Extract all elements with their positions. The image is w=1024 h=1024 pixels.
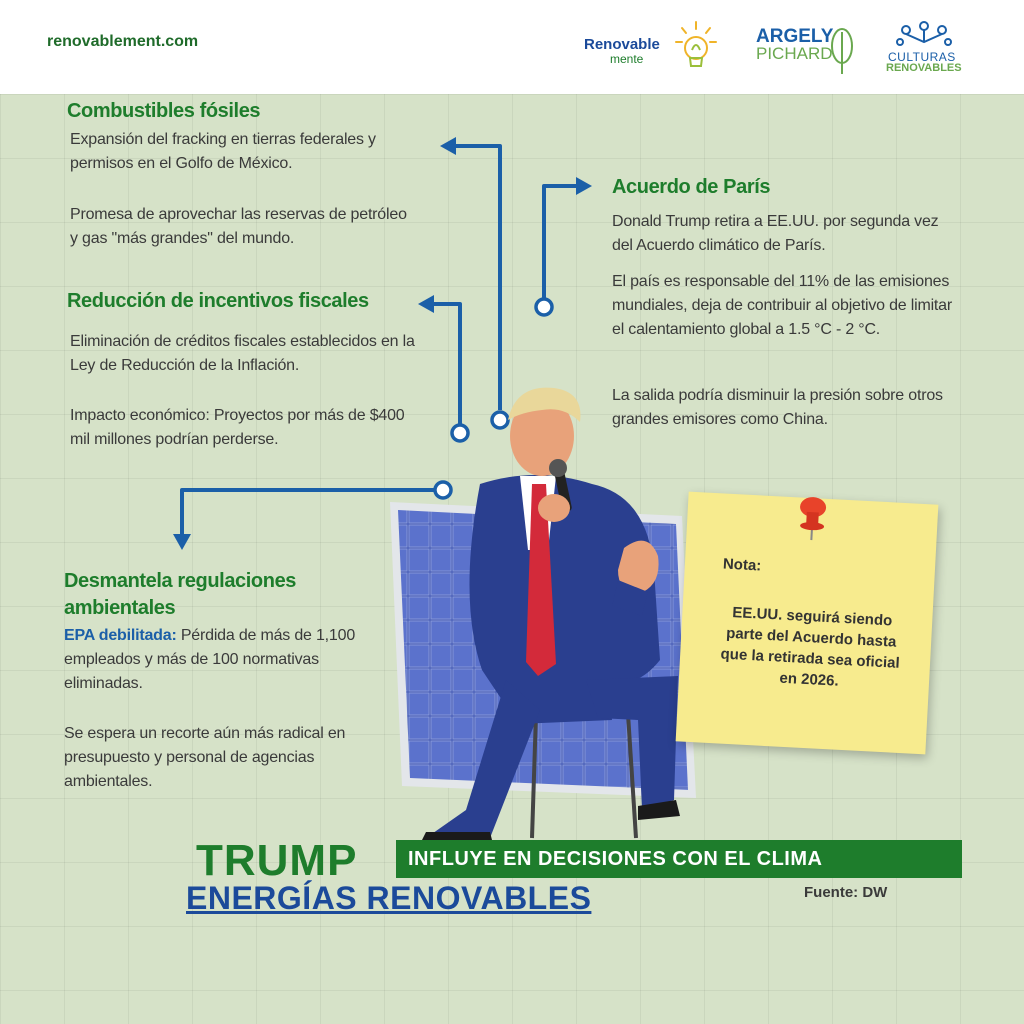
paris-p2: El país es responsable del 11% de las emisiones mundiales, deja de contribuir al objetivo de limitar el calentamiento global a 1.5 °C - 2 °C. <box>612 273 953 338</box>
logo-2-line2: PICHARD <box>756 44 833 63</box>
title-banner <box>396 840 962 878</box>
incentivos-p2: Impacto económico: Proyectos por más de $400 mil millones podrían perderse. <box>70 407 405 448</box>
logo-2-line1: ARGELY <box>756 26 834 47</box>
site-url[interactable]: renovablement.com <box>47 33 199 50</box>
logo-3-line2: RENOVABLES <box>886 62 962 74</box>
title-banner-text: INFLUYE EN DECISIONES CON EL CLIMA <box>408 848 823 870</box>
fosiles-title: Combustibles fósiles <box>67 100 261 122</box>
note-body: EE.UU. seguirá siendo parte del Acuerdo hasta que la retirada sea oficial en 2026. <box>720 604 901 690</box>
title-trump: TRUMP <box>196 836 358 885</box>
logo-1-line2: mente <box>610 52 644 66</box>
title-energias-renovables: ENERGÍAS RENOVABLES <box>186 880 592 916</box>
incentivos-p1: Eliminación de créditos fiscales establecidos en la Ley de Reducción de la Inflación. <box>70 333 415 374</box>
regulaciones-p1-rest: Pérdida de más de 1,100 empleados y más de 100 normativas eliminadas. <box>64 627 356 692</box>
photo-illustration <box>386 380 706 840</box>
logo-3-line1: CULTURAS <box>888 50 956 64</box>
regulaciones-p1 <box>64 624 364 696</box>
source-credit: Fuente: DW <box>804 884 888 901</box>
incentivos-title: Reducción de incentivos fiscales <box>67 290 369 312</box>
fosiles-p1: Expansión del fracking en tierras federales y permisos en el Golfo de México. <box>70 131 376 172</box>
paris-p1: Donald Trump retira a EE.UU. por segunda vez del Acuerdo climático de París. <box>612 213 939 254</box>
logo-1-line1: Renovable <box>584 36 660 53</box>
regulaciones-p2: Se espera un recorte aún más radical en presupuesto y personal de agencias ambientales. <box>64 725 346 790</box>
push-pin-icon <box>794 493 831 545</box>
regulaciones-title: Desmantela regulaciones ambientales <box>64 570 297 619</box>
paris-p3: La salida podría disminuir la presión sobre otros grandes emisores como China. <box>612 387 943 428</box>
sticky-note <box>676 492 939 755</box>
paris-title: Acuerdo de París <box>612 176 771 198</box>
fosiles-p2: Promesa de aprovechar las reservas de petróleo y gas "más grandes" del mundo. <box>70 206 407 247</box>
regulaciones-highlight: EPA debilitada: <box>64 627 177 644</box>
arrow-to-paris <box>544 186 580 298</box>
note-title: Nota: <box>722 555 762 575</box>
